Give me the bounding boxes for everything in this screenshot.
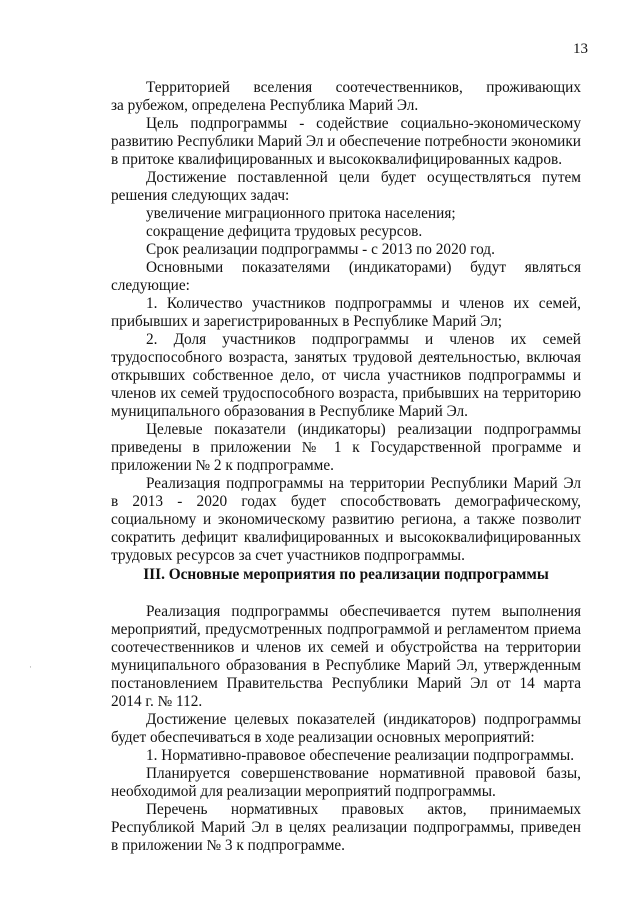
text-line: прибывших и зарегистрированных в Республике Марий Эл; xyxy=(111,313,503,330)
text-line: приведены в приложении № 1 к Государственной программе и xyxy=(111,439,581,456)
text-line: 2014 г. № 112. xyxy=(111,693,203,710)
text-line: увеличение миграционного притока населения; xyxy=(146,205,456,222)
text-line: членов их семей трудоспособного возраста, прибывших на территорию xyxy=(111,385,581,402)
text-line: муниципального образования в Республике Марий Эл. xyxy=(111,403,468,420)
text-line: в приложении № 3 к подпрограмме. xyxy=(111,837,346,854)
text-line: Планируется совершенствование нормативной правовой базы, xyxy=(146,765,581,782)
text-line: 2. Доля участников подпрограммы и членов их семей xyxy=(146,331,581,348)
text-line: за рубежом, определена Республика Марий Эл. xyxy=(111,97,419,114)
text-line: Достижение поставленной цели будет осуществляться путем xyxy=(146,169,581,186)
text-line: сократить дефицит квалифицированных и высококвалифицированных xyxy=(111,529,581,546)
text-line: в притоке квалифицированных и высококвалифицированных кадров. xyxy=(111,151,563,168)
text-line: решения следующих задач: xyxy=(111,187,290,204)
text-line: Республикой Марий Эл в целях реализации подпрограммы, приведен xyxy=(111,819,581,836)
text-line: 1. Количество участников подпрограммы и членов их семей, xyxy=(146,295,581,312)
page-number: 13 xyxy=(573,41,588,57)
text-line: соотечественников и членов их семей и обустройства на территории xyxy=(111,639,581,656)
text-line: развитию Республики Марий Эл и обеспечение потребности экономики xyxy=(111,133,581,150)
margin-mark: · xyxy=(29,662,32,672)
text-line: мероприятий, предусмотренных подпрограммой и регламентом приема xyxy=(111,621,581,638)
text-line: 1. Нормативно-правовое обеспечение реализации подпрограммы. xyxy=(146,747,575,764)
text-line: Целевые показатели (индикаторы) реализации подпрограммы xyxy=(146,421,581,438)
text-line: Реализация подпрограммы обеспечивается путем выполнения xyxy=(146,603,581,620)
text-line: трудоспособного возраста, занятых трудовой деятельностью, включая xyxy=(111,349,581,366)
text-line: социальному и экономическому развитию региона, а также позволит xyxy=(111,511,581,528)
text-line: трудовых ресурсов за счет участников подпрограммы. xyxy=(111,547,465,564)
text-line: Достижение целевых показателей (индикаторов) подпрограммы xyxy=(146,711,581,728)
text-line: будет обеспечиваться в ходе реализации основных мероприятий: xyxy=(111,729,535,746)
text-line: муниципального образования в Республике Марий Эл, утвержденным xyxy=(111,657,581,674)
text-line: Цель подпрограммы - содействие социально-экономическому xyxy=(146,115,581,132)
text-line: открывших собственное дело, от числа участников подпрограммы и xyxy=(111,367,581,384)
text-line: в 2013 - 2020 годах будет способствовать демографическому, xyxy=(111,493,581,510)
text-line: следующие: xyxy=(111,277,190,294)
text-line: сокращение дефицита трудовых ресурсов. xyxy=(146,223,423,240)
text-line: постановлением Правительства Республики Марий Эл от 14 марта xyxy=(111,675,581,692)
text-line: Срок реализации подпрограммы - с 2013 по 2020 год. xyxy=(146,241,495,258)
text-line: необходимой для реализации мероприятий подпрограммы. xyxy=(111,783,496,800)
text-line: Основными показателями (индикаторами) будут являться xyxy=(146,259,581,276)
text-line: Территорией вселения соотечественников, проживающих xyxy=(146,79,581,96)
text-line: Реализация подпрограммы на территории Республики Марий Эл xyxy=(146,475,581,492)
text-line: приложении № 2 к подпрограмме. xyxy=(111,457,334,474)
text-line: Перечень нормативных правовых актов, принимаемых xyxy=(146,801,581,818)
section-heading: III. Основные мероприятия по реализации подпрограммы xyxy=(143,566,549,583)
